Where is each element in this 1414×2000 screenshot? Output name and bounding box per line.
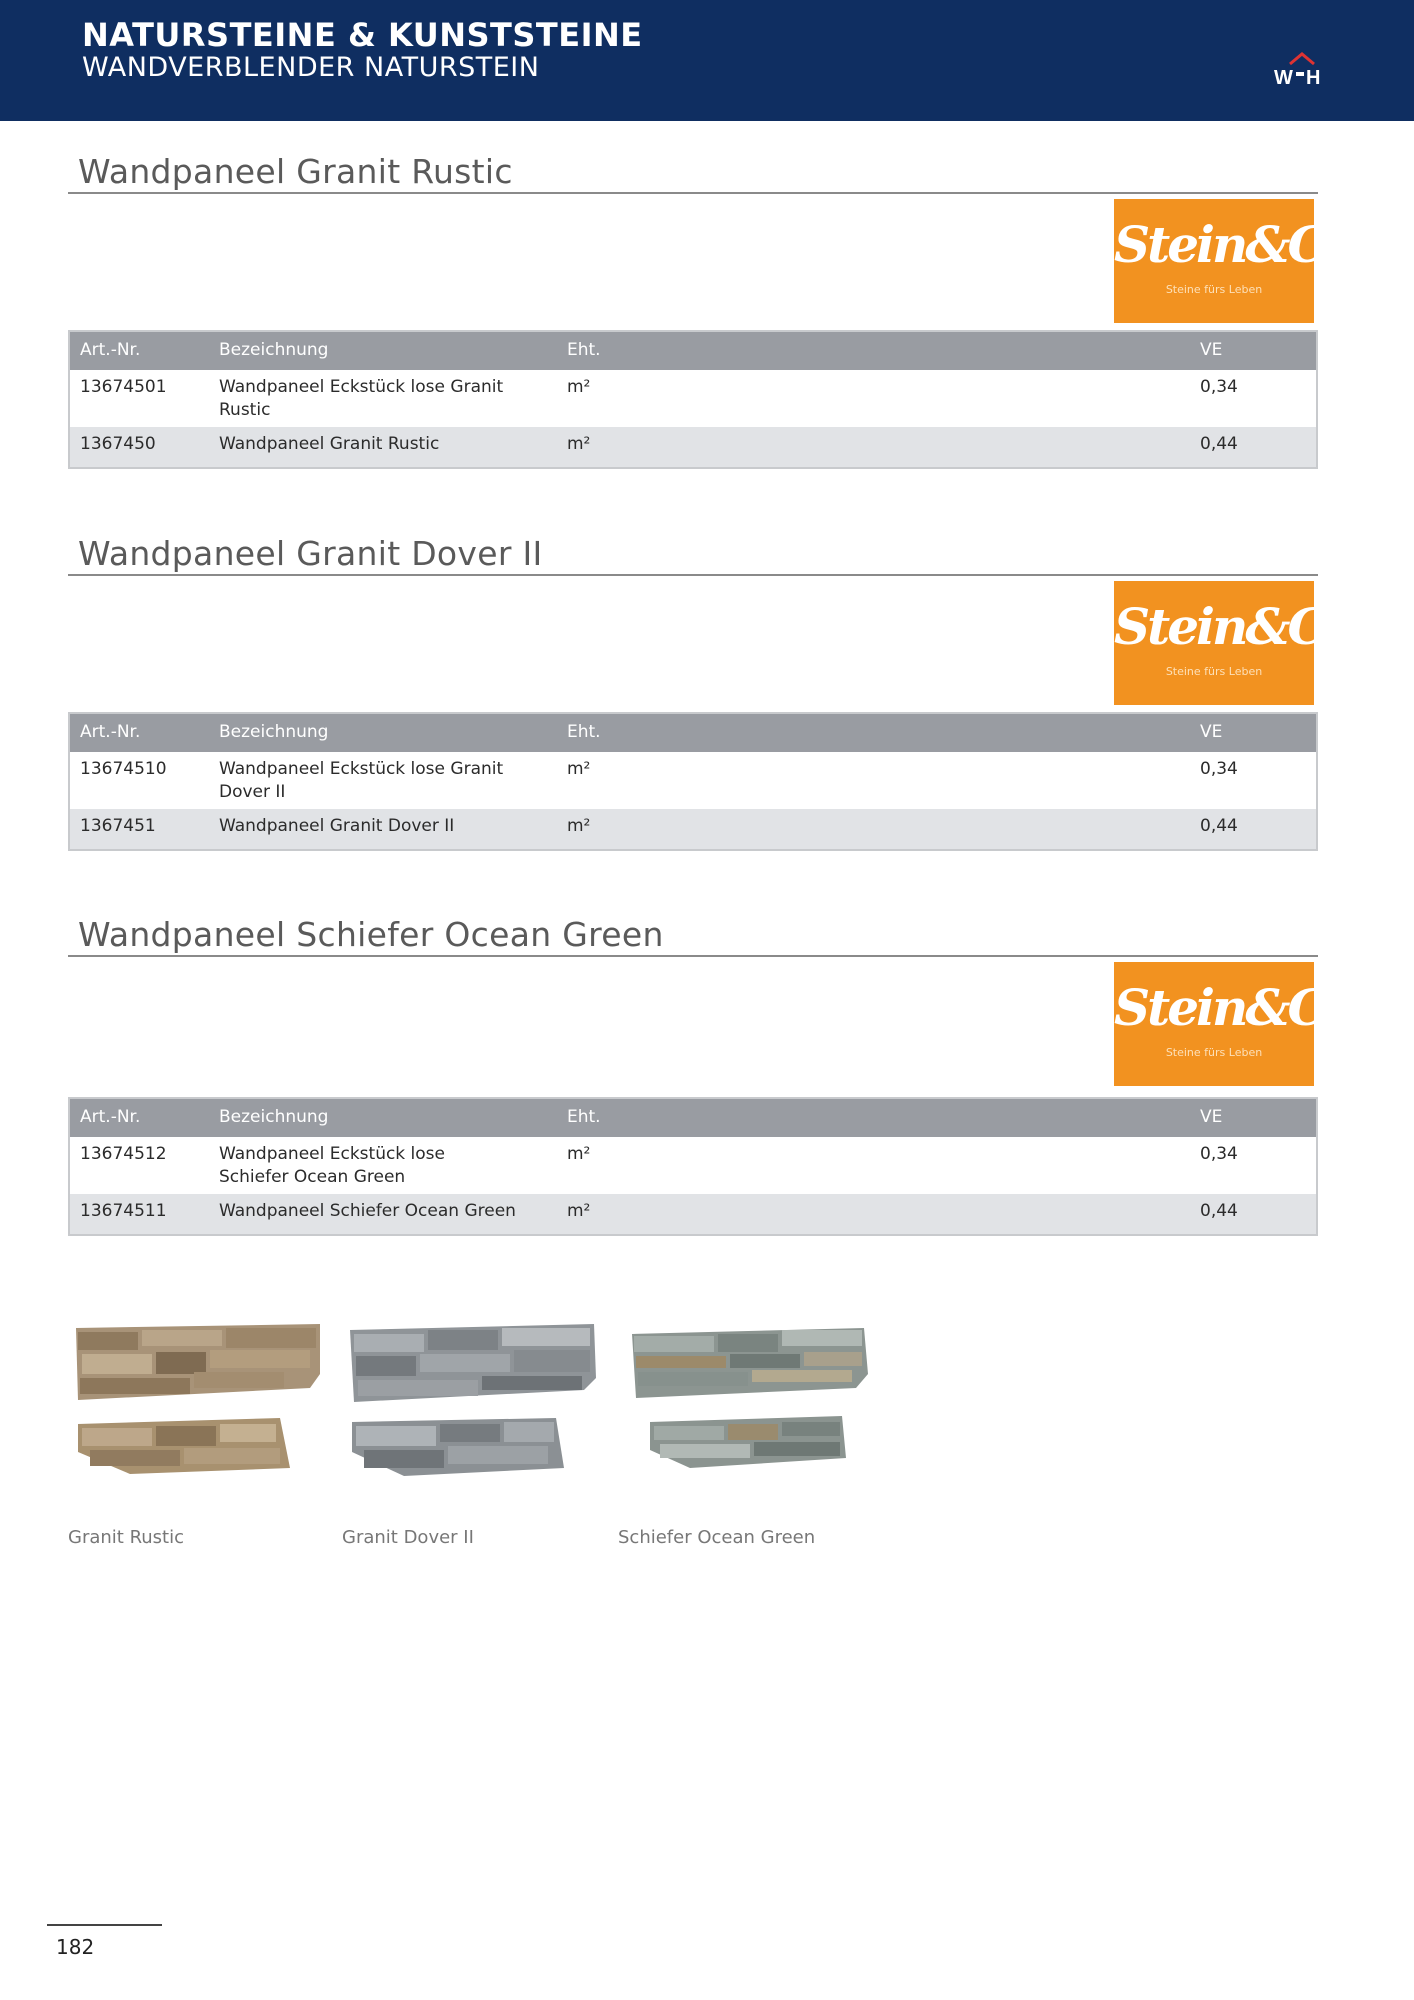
col-header-bez: Bezeichnung (219, 722, 329, 742)
col-header-art: Art.-Nr. (80, 1107, 141, 1127)
col-header-eht: Eht. (567, 340, 601, 360)
svg-text:H: H (1306, 67, 1321, 89)
table-header (70, 714, 1316, 752)
cell-ve: 0,34 (1200, 377, 1238, 397)
col-header-art: Art.-Nr. (80, 722, 141, 742)
section-title: Wandpaneel Granit Dover II (78, 534, 543, 573)
stone-panel-schiefer-ocean-green-image (620, 1318, 872, 1518)
steinco-logo (1114, 962, 1369, 1086)
section-divider (68, 574, 1318, 576)
product-table (68, 712, 1318, 851)
steinco-logo-tagline: Steine fürs Leben (1165, 665, 1263, 678)
cell-ve: 0,44 (1200, 434, 1238, 454)
col-header-eht: Eht. (567, 1107, 601, 1127)
photo-caption: Schiefer Ocean Green (618, 1527, 816, 1548)
cell-art: 1367450 (80, 434, 156, 454)
cell-ve: 0,44 (1200, 816, 1238, 836)
steinco-logo-name: Stein&Co. (1114, 978, 1369, 1037)
cell-eht: m² (567, 1201, 591, 1221)
wh-house-logo-icon (1270, 50, 1330, 92)
header-subtitle: WANDVERBLENDER NATURSTEIN (82, 52, 540, 83)
steinco-logo-name: Stein&Co. (1114, 597, 1369, 656)
cell-ve: 0,44 (1200, 1201, 1238, 1221)
table-row (70, 1137, 1316, 1194)
steinco-logo-name: Stein&Co. (1114, 215, 1369, 274)
cell-art: 1367451 (80, 816, 156, 836)
section-divider (68, 192, 1318, 194)
product-table (68, 1097, 1318, 1236)
table-header (70, 332, 1316, 370)
cell-art: 13674511 (80, 1201, 167, 1221)
cell-eht: m² (567, 377, 591, 397)
cell-bez: Wandpaneel Granit Rustic (219, 434, 440, 454)
stone-panel-granit-dover-image (344, 1318, 596, 1518)
svg-text:W: W (1274, 67, 1293, 89)
col-header-ve: VE (1200, 340, 1223, 360)
steinco-logo-tagline: Steine fürs Leben (1165, 1046, 1263, 1059)
cell-eht: m² (567, 759, 591, 779)
table-row (70, 809, 1316, 849)
table-header (70, 1099, 1316, 1137)
stone-panel-granit-rustic-image (70, 1318, 322, 1518)
col-header-ve: VE (1200, 1107, 1223, 1127)
cell-bez: Wandpaneel Schiefer Ocean Green (219, 1201, 516, 1221)
product-table (68, 330, 1318, 469)
col-header-ve: VE (1200, 722, 1223, 742)
col-header-art: Art.-Nr. (80, 340, 141, 360)
steinco-logo (1114, 581, 1369, 705)
steinco-logo-tagline: Steine fürs Leben (1165, 283, 1263, 296)
page-number: 182 (56, 1935, 95, 1959)
cell-ve: 0,34 (1200, 759, 1238, 779)
cell-art: 13674501 (80, 377, 167, 397)
table-row (70, 752, 1316, 809)
table-row (70, 370, 1316, 427)
cell-bez: Wandpaneel Eckstück lose Granit Dover II (219, 759, 504, 802)
table-row (70, 1194, 1316, 1234)
cell-bez: Wandpaneel Eckstück lose Granit Rustic (219, 377, 504, 420)
photo-caption: Granit Rustic (68, 1527, 185, 1548)
cell-eht: m² (567, 434, 591, 454)
col-header-eht: Eht. (567, 722, 601, 742)
cell-eht: m² (567, 1144, 591, 1164)
cell-bez: Wandpaneel Eckstück lose Schiefer Ocean Green (219, 1144, 445, 1187)
photo-caption: Granit Dover II (342, 1527, 474, 1548)
cell-art: 13674512 (80, 1144, 167, 1164)
header-title: NATURSTEINE & KUNSTSTEINE (82, 16, 643, 54)
cell-eht: m² (567, 816, 591, 836)
page-header (0, 0, 1414, 121)
footer-divider (47, 1924, 162, 1926)
cell-art: 13674510 (80, 759, 167, 779)
section-title: Wandpaneel Granit Rustic (78, 152, 513, 191)
table-row (70, 427, 1316, 467)
cell-bez: Wandpaneel Granit Dover II (219, 816, 455, 836)
section-divider (68, 955, 1318, 957)
col-header-bez: Bezeichnung (219, 1107, 329, 1127)
col-header-bez: Bezeichnung (219, 340, 329, 360)
cell-ve: 0,34 (1200, 1144, 1238, 1164)
steinco-logo (1114, 199, 1369, 323)
section-title: Wandpaneel Schiefer Ocean Green (78, 915, 664, 954)
